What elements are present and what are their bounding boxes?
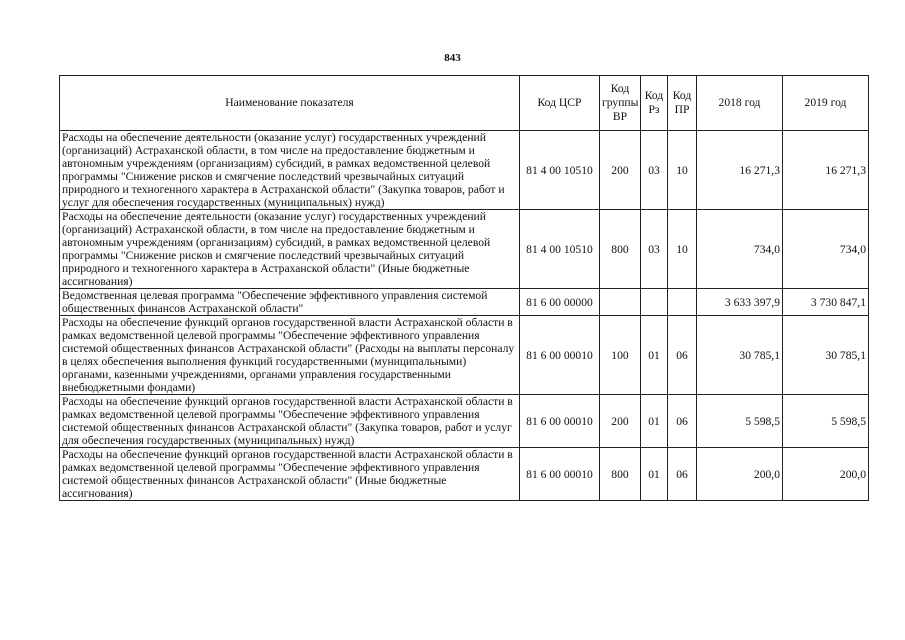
- header-name: Наименование показателя: [60, 76, 520, 131]
- table-row: [60, 316, 869, 395]
- header-csr: Код ЦСР: [520, 76, 600, 131]
- row-vr: [600, 289, 641, 316]
- row-pr: 06: [668, 316, 697, 395]
- row-pr: 06: [668, 395, 697, 448]
- row-2019: 30 785,1: [783, 316, 869, 395]
- row-rz: 01: [641, 448, 668, 501]
- table-row: [60, 131, 869, 210]
- row-name: Расходы на обеспечение деятельности (оказание услуг) государственных учреждений (организаций) Астраханской области, в том числе на предоставление бюджетным и автономным учреждениям (организациям) субсидий, в рамках ведомственной целевой программы "Снижение рисков и смягчение последствий чрезвычайных ситуаций природного и техногенного характера в Астраханской области" (Закупка товаров, работ и услуг для обеспечения государственных (муниципальных) нужд): [60, 131, 520, 210]
- row-rz: 03: [641, 210, 668, 289]
- row-vr: 800: [600, 210, 641, 289]
- row-vr: 200: [600, 395, 641, 448]
- table-row: [60, 210, 869, 289]
- header-2018: 2018 год: [697, 76, 783, 131]
- row-2018: 734,0: [697, 210, 783, 289]
- row-vr: 100: [600, 316, 641, 395]
- row-vr: 200: [600, 131, 641, 210]
- row-rz: [641, 289, 668, 316]
- table-row: [60, 289, 869, 316]
- budget-table: [59, 75, 869, 501]
- page-number: 843: [444, 52, 461, 64]
- table-row: [60, 448, 869, 501]
- row-vr: 800: [600, 448, 641, 501]
- row-2019: 16 271,3: [783, 131, 869, 210]
- row-name: Расходы на обеспечение функций органов государственной власти Астраханской области в рамках ведомственной целевой программы "Обеспечение эффективного управления системой общественных финансов Астраханской области" (Расходы на выплаты персоналу в целях обеспечения выполнения функций государственными (муниципальными) органами, казенными учреждениями, органами управления государственными внебюджетными фондами): [60, 316, 520, 395]
- header-vr: Код группы ВР: [600, 76, 641, 131]
- row-pr: 06: [668, 448, 697, 501]
- row-csr: 81 4 00 10510: [520, 210, 600, 289]
- row-2018: 200,0: [697, 448, 783, 501]
- row-pr: 10: [668, 210, 697, 289]
- header-rz: Код Рз: [641, 76, 668, 131]
- row-2018: 30 785,1: [697, 316, 783, 395]
- row-2019: 734,0: [783, 210, 869, 289]
- row-2019: 200,0: [783, 448, 869, 501]
- row-name: Ведомственная целевая программа "Обеспечение эффективного управления системой общественных финансов Астраханской области": [60, 289, 520, 316]
- row-pr: [668, 289, 697, 316]
- row-csr: 81 6 00 00010: [520, 316, 600, 395]
- row-name: Расходы на обеспечение функций органов государственной власти Астраханской области в рамках ведомственной целевой программы "Обеспечение эффективного управления системой общественных финансов Астраханской области" (Иные бюджетные ассигнования): [60, 448, 520, 501]
- row-2019: 5 598,5: [783, 395, 869, 448]
- row-pr: 10: [668, 131, 697, 210]
- row-csr: 81 6 00 00000: [520, 289, 600, 316]
- row-rz: 01: [641, 395, 668, 448]
- row-2018: 16 271,3: [697, 131, 783, 210]
- row-csr: 81 4 00 10510: [520, 131, 600, 210]
- row-csr: 81 6 00 00010: [520, 448, 600, 501]
- row-rz: 03: [641, 131, 668, 210]
- row-name: Расходы на обеспечение функций органов государственной власти Астраханской области в рамках ведомственной целевой программы "Обеспечение эффективного управления системой общественных финансов Астраханской области" (Закупка товаров, работ и услуг для обеспечения государственных (муниципальных) нужд): [60, 395, 520, 448]
- row-2019: 3 730 847,1: [783, 289, 869, 316]
- row-csr: 81 6 00 00010: [520, 395, 600, 448]
- row-2018: 3 633 397,9: [697, 289, 783, 316]
- row-rz: 01: [641, 316, 668, 395]
- row-2018: 5 598,5: [697, 395, 783, 448]
- table-header-row: [60, 76, 869, 131]
- header-pr: Код ПР: [668, 76, 697, 131]
- row-name: Расходы на обеспечение деятельности (оказание услуг) государственных учреждений (организаций) Астраханской области, в том числе на предоставление бюджетным и автономным учреждениям (организациям) субсидий, в рамках ведомственной целевой программы "Снижение рисков и смягчение последствий чрезвычайных ситуаций природного и техногенного характера в Астраханской области" (Иные бюджетные ассигнования): [60, 210, 520, 289]
- table-row: [60, 395, 869, 448]
- header-2019: 2019 год: [783, 76, 869, 131]
